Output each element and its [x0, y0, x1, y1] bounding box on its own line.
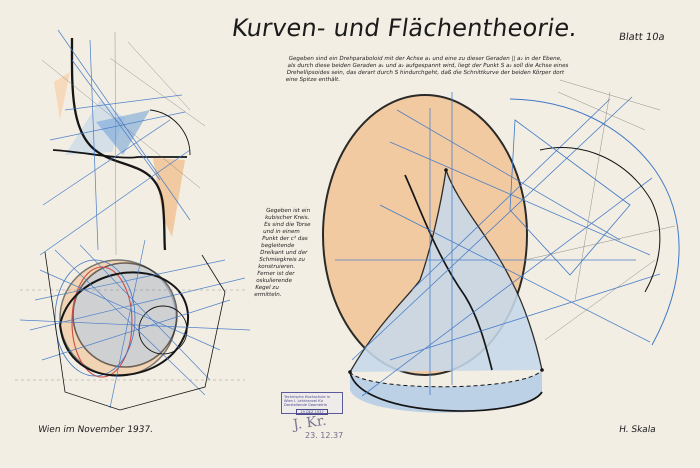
handwritten-signature: J. Kr.: [292, 412, 328, 434]
task-description-main: Gegeben sind ein Drehparaboloid mit der Achse a₁ und eine zu dieser Geraden || a₂ in der Ebene, als durch diese beiden Geraden a₁ und a₂ aufgespannt wird, liegt der Punkt S a₂ soll die Achse eines Drehellipsoides sein, das derart durch S hindurchgeht, daß die Schnittkurve der beiden Körper dort eine Spitze enthält.: [285, 56, 569, 83]
approval-stamp: [281, 392, 343, 414]
paraboloid-ellipsoid-construction: [323, 80, 679, 413]
cubic-curve-construction: [40, 30, 205, 255]
sheet-title: Kurven- und Flächentheorie.: [230, 14, 580, 42]
handwritten-date: 23. 12.37: [305, 431, 344, 440]
stamp-text: Technische Hochschule in Wien I. Lehrkanzel für Darstellende Geometrie: [284, 395, 330, 408]
stamp-date: 19 DEZ 1937: [296, 409, 328, 415]
author-signature: H. Skala: [618, 425, 657, 435]
sheet-number: Blatt 10a: [618, 32, 666, 43]
task-description-left: Gegeben ist ein kubischer Kreis. Es sind die Torse und in einem Punkt der c² das begleitende Dreikant und der Schmiegkreis zu konstruieren. Ferner ist der oskulierende Kegel zu ermitteln.: [253, 208, 311, 298]
footer-date: Wien im November 1937.: [37, 425, 154, 435]
osculating-cone-construction: [15, 240, 250, 410]
